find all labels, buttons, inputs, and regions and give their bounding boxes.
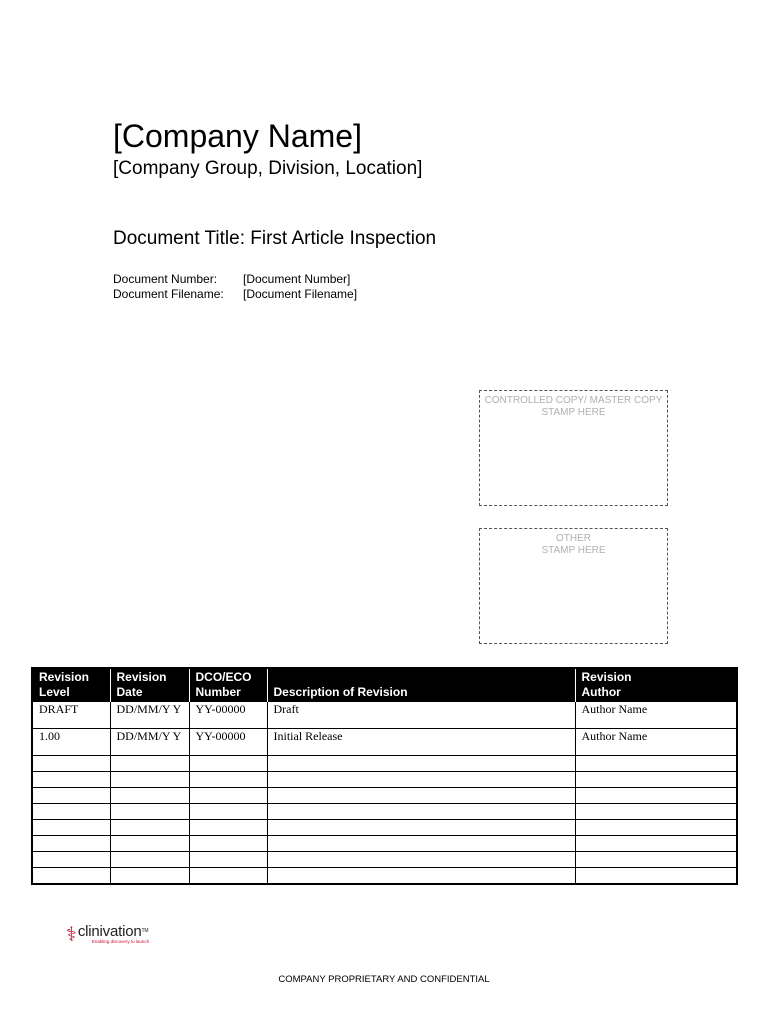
header-line: DCO/ECO bbox=[195, 670, 252, 684]
caduceus-icon: ⚕ bbox=[66, 922, 77, 946]
table-row-empty bbox=[32, 820, 737, 836]
other-stamp-box bbox=[479, 528, 668, 644]
header-revision-date bbox=[110, 668, 189, 702]
table-row-empty bbox=[32, 756, 737, 772]
cell-empty bbox=[575, 804, 737, 820]
document-number-row bbox=[113, 272, 357, 287]
cell-empty bbox=[575, 772, 737, 788]
stamp-box-label: STAMP HERE bbox=[541, 407, 606, 418]
cell-empty bbox=[32, 756, 110, 772]
header-line: Author bbox=[581, 685, 621, 699]
table-header-row bbox=[32, 668, 737, 702]
cell-dco-eco-number: YY-00000 bbox=[189, 702, 267, 729]
cell-empty bbox=[189, 836, 267, 852]
stamp-box-label: STAMP HERE bbox=[541, 545, 606, 556]
header-line: Number bbox=[195, 685, 241, 699]
stamp-box-label: OTHER bbox=[556, 533, 591, 544]
cell-empty bbox=[267, 772, 575, 788]
cell-revision-date: DD/MM/Y Y bbox=[110, 729, 189, 756]
cell-empty bbox=[110, 836, 189, 852]
cell-empty bbox=[267, 836, 575, 852]
cell-empty bbox=[189, 820, 267, 836]
cell-empty bbox=[189, 804, 267, 820]
company-group-division-location: [Company Group, Division, Location] bbox=[113, 158, 423, 179]
table-row-empty bbox=[32, 868, 737, 885]
cell-empty bbox=[110, 788, 189, 804]
cell-empty bbox=[110, 772, 189, 788]
logo-word: clinivation bbox=[77, 923, 142, 940]
cell-empty bbox=[575, 836, 737, 852]
cell-empty bbox=[575, 868, 737, 885]
logo-trademark: TM bbox=[141, 928, 149, 934]
document-number-label: Document Number: bbox=[113, 272, 218, 286]
table-row-empty bbox=[32, 852, 737, 868]
cell-empty bbox=[267, 756, 575, 772]
document-title: Document Title: First Article Inspection bbox=[113, 228, 437, 249]
cell-empty bbox=[110, 852, 189, 868]
document-number-value: [Document Number] bbox=[243, 272, 351, 286]
cell-empty bbox=[110, 868, 189, 885]
stamp-box-label: CONTROLLED COPY/ MASTER COPY bbox=[484, 395, 663, 406]
header-line: Level bbox=[39, 685, 70, 699]
cell-revision-author: Author Name bbox=[575, 729, 737, 756]
cell-empty bbox=[267, 820, 575, 836]
header-revision-author bbox=[575, 668, 737, 702]
cell-empty bbox=[267, 852, 575, 868]
cell-empty bbox=[32, 772, 110, 788]
cell-description: Draft bbox=[267, 702, 575, 729]
cell-empty bbox=[189, 868, 267, 885]
table-row bbox=[32, 729, 737, 756]
header-line: Date bbox=[116, 685, 143, 699]
cell-empty bbox=[32, 820, 110, 836]
cell-description: Initial Release bbox=[267, 729, 575, 756]
cell-empty bbox=[575, 852, 737, 868]
cell-empty bbox=[32, 804, 110, 820]
cell-revision-author: Author Name bbox=[575, 702, 737, 729]
cell-empty bbox=[110, 820, 189, 836]
cell-empty bbox=[189, 852, 267, 868]
cell-empty bbox=[267, 788, 575, 804]
cell-revision-level: 1.00 bbox=[32, 729, 110, 756]
logo-tagline: Enabling discovery to launch bbox=[91, 939, 150, 944]
table-row-empty bbox=[32, 788, 737, 804]
cell-empty bbox=[189, 788, 267, 804]
header-line: Revision bbox=[581, 670, 632, 684]
controlled-copy-stamp-box bbox=[479, 390, 668, 506]
footer-confidential: COMPANY PROPRIETARY AND CONFIDENTIAL bbox=[278, 974, 490, 985]
table-row-empty bbox=[32, 772, 737, 788]
cell-empty bbox=[575, 756, 737, 772]
clinivation-logo bbox=[66, 924, 149, 944]
document-filename-value: [Document Filename] bbox=[243, 287, 358, 301]
cell-empty bbox=[32, 836, 110, 852]
cell-empty bbox=[32, 852, 110, 868]
company-name: [Company Name] bbox=[113, 118, 362, 154]
cell-empty bbox=[189, 772, 267, 788]
header-revision-level bbox=[32, 668, 110, 702]
cell-empty bbox=[110, 756, 189, 772]
cell-empty bbox=[267, 868, 575, 885]
document-filename-label: Document Filename: bbox=[113, 287, 224, 301]
cell-empty bbox=[267, 804, 575, 820]
header-description: Description of Revision bbox=[267, 668, 575, 702]
cell-dco-eco-number: YY-00000 bbox=[189, 729, 267, 756]
table-row-empty bbox=[32, 804, 737, 820]
cell-empty bbox=[32, 788, 110, 804]
cell-revision-level: DRAFT bbox=[32, 702, 110, 729]
logo-text bbox=[78, 924, 149, 944]
cell-empty bbox=[575, 820, 737, 836]
header-line: Revision bbox=[39, 670, 90, 684]
cell-empty bbox=[32, 868, 110, 885]
logo-wordmark bbox=[78, 924, 149, 939]
header-line: Revision bbox=[116, 670, 167, 684]
cell-empty bbox=[575, 788, 737, 804]
table-row bbox=[32, 702, 737, 729]
cell-empty bbox=[110, 804, 189, 820]
table-row-empty bbox=[32, 836, 737, 852]
document-meta bbox=[113, 272, 357, 302]
cell-empty bbox=[189, 756, 267, 772]
cell-revision-date: DD/MM/Y Y bbox=[110, 702, 189, 729]
header-dco-eco-number bbox=[189, 668, 267, 702]
revision-history-table bbox=[31, 667, 738, 885]
document-filename-row bbox=[113, 287, 357, 302]
